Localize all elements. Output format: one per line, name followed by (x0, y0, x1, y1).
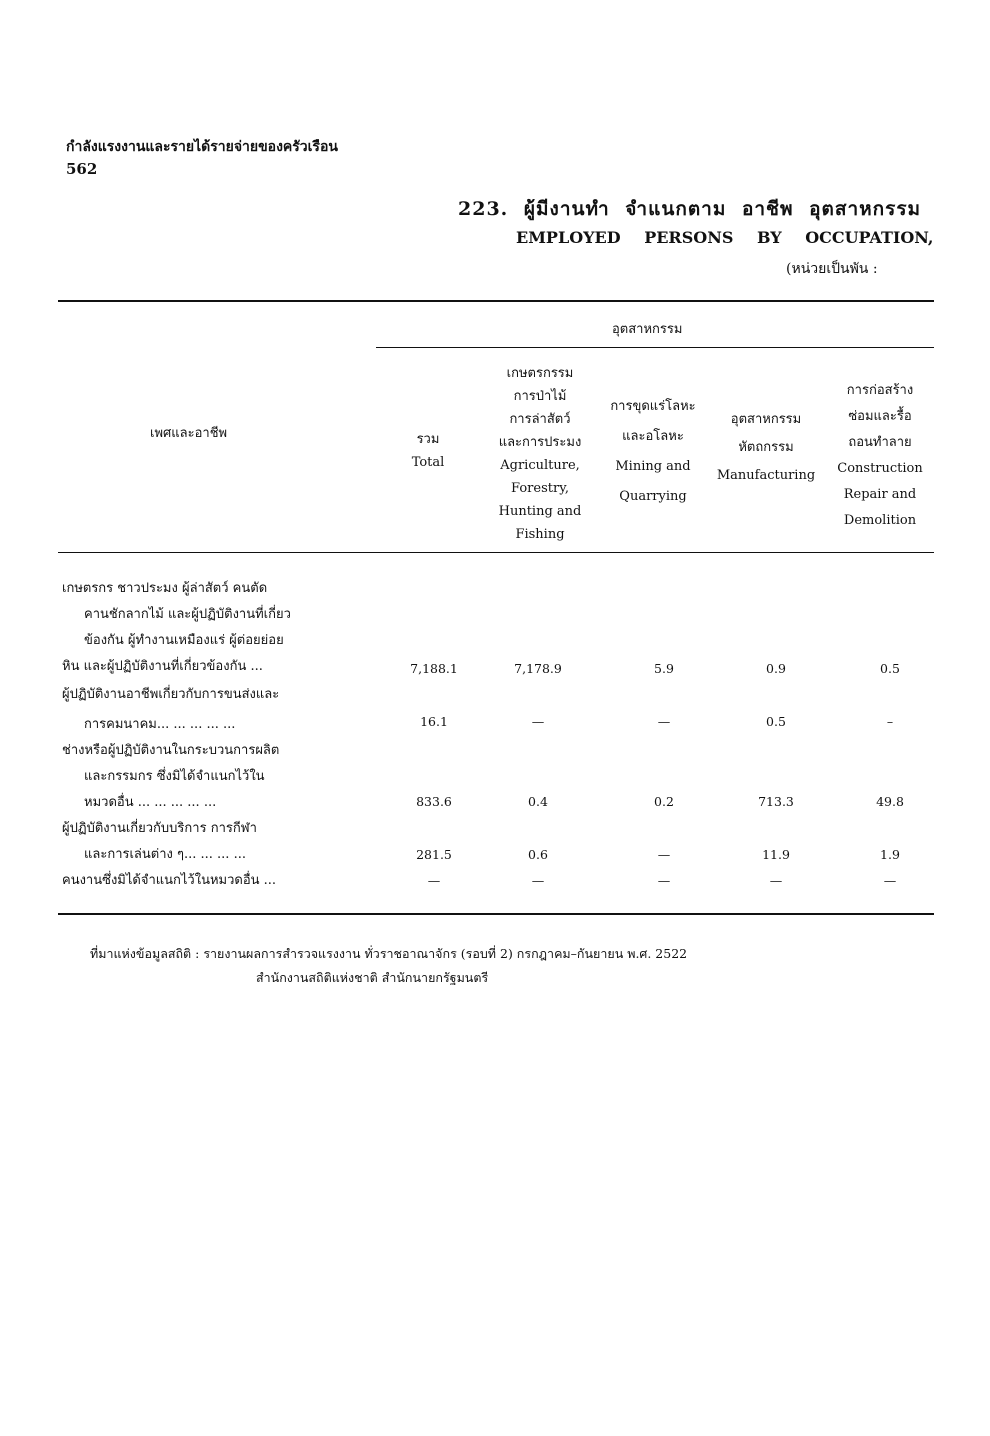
cell-r1-mining: 5.9 (654, 661, 674, 676)
cell-r5-agriculture: — (531, 873, 545, 888)
cell-r5-manufacturing: — (769, 873, 783, 888)
row-label-transport-workers: ผู้ปฏิบัติงานอาชีพเกี่ยวกับการขนส่งและ การคมนาคม... ... ... ... ... (62, 687, 280, 732)
row-label-production-workers: ช่างหรือผู้ปฏิบัติงานในกระบวนการผลิต และกรรมกร ซึ่งมิได้จำแนกไว้ใน หมวดอื่น ... ... ... ... ... (62, 743, 280, 810)
running-header-title: กำลังแรงงานและรายได้รายจ่ายของครัวเรือน (66, 139, 338, 155)
cell-r4-construction: 1.9 (880, 847, 900, 862)
cell-r5-mining: — (657, 873, 671, 888)
cell-r3-total: 833.6 (416, 794, 452, 809)
cell-r3-construction: 49.8 (876, 794, 904, 809)
column-header-total: รวม Total (411, 432, 445, 470)
source-note (90, 942, 687, 990)
table-title-thai: 223. ผู้มีงานทำ จำแนกตาม อาชีพ อุตสาหกรรม (458, 198, 922, 220)
industry-group-header: อุตสาหกรรม (612, 322, 683, 337)
cell-r2-construction: – (886, 714, 894, 729)
unit-note: (หน่วยเป็นพัน : (786, 261, 878, 277)
cell-r1-agriculture: 7,178.9 (514, 661, 562, 676)
cell-r3-mining: 0.2 (654, 794, 674, 809)
cell-r1-manufacturing: 0.9 (766, 661, 786, 676)
source-line-1: ที่มาแห่งข้อมูลสถิติ : รายงานผลการสำรวจแรงงาน ทั่วราชอาณาจักร (รอบที่ 2) กรกฎาคม–กันยายน พ.ศ. 2522 (90, 946, 688, 961)
column-header-mining: การขุดแร่โลหะ และอโลหะ Mining and Quarrying (610, 399, 696, 504)
cell-r2-agriculture: — (531, 714, 545, 729)
top-rule (58, 300, 934, 302)
cell-r1-construction: 0.5 (880, 661, 900, 676)
source-line-2: สำนักงานสถิติแห่งชาติ สำนักนายกรัฐมนตรี (256, 970, 489, 985)
bottom-rule (58, 913, 934, 915)
cell-r5-construction: — (883, 873, 897, 888)
column-header-agriculture: เกษตรกรรม การป่าไม้ การล่าสัตว์ และการประมง Agriculture, Forestry, Hunting and Fishing (498, 366, 582, 542)
cell-r2-manufacturing: 0.5 (766, 714, 786, 729)
column-header-manufacturing: อุตสาหกรรม หัตถกรรม Manufacturing (716, 412, 816, 483)
group-header-rule (376, 347, 934, 348)
row-label-unclassified-workers: คนงานซึ่งมิได้จำแนกไว้ในหมวดอื่น ... (62, 873, 277, 888)
cell-r3-manufacturing: 713.3 (758, 794, 794, 809)
table-title-english: EMPLOYED PERSONS BY OCCUPATION, (516, 228, 934, 247)
page-number: 562 (66, 160, 98, 178)
cell-r2-total: 16.1 (420, 714, 448, 729)
row-label-agricultural-workers: เกษตรกร ชาวประมง ผู้ล่าสัตว์ คนตัด คานชักลากไม้ และผู้ปฏิบัติงานที่เกี่ยว ข้องกัน ผู้ทำงานเหมืองแร่ ผู้ต่อยย่อย หิน และผู้ปฏิบัติงานที่เกี่ยวข้องกัน ... (62, 581, 291, 674)
cell-r4-mining: — (657, 847, 671, 862)
cell-r3-agriculture: 0.4 (528, 794, 548, 809)
stub-header: เพศและอาชีพ (150, 426, 228, 441)
header-bottom-rule (58, 552, 934, 553)
cell-r4-agriculture: 0.6 (528, 847, 548, 862)
cell-r5-total: — (427, 873, 441, 888)
cell-r1-total: 7,188.1 (410, 661, 458, 676)
cell-r4-manufacturing: 11.9 (762, 847, 790, 862)
column-header-construction: การก่อสร้าง ซ่อมและรื้อ ถอนทำลาย Construction Repair and Demolition (837, 383, 923, 528)
cell-r2-mining: — (657, 714, 671, 729)
cell-r4-total: 281.5 (416, 847, 452, 862)
row-label-service-workers: ผู้ปฏิบัติงานเกี่ยวกับบริการ การกีฬา และการเล่นต่าง ๆ... ... ... ... (62, 821, 257, 862)
